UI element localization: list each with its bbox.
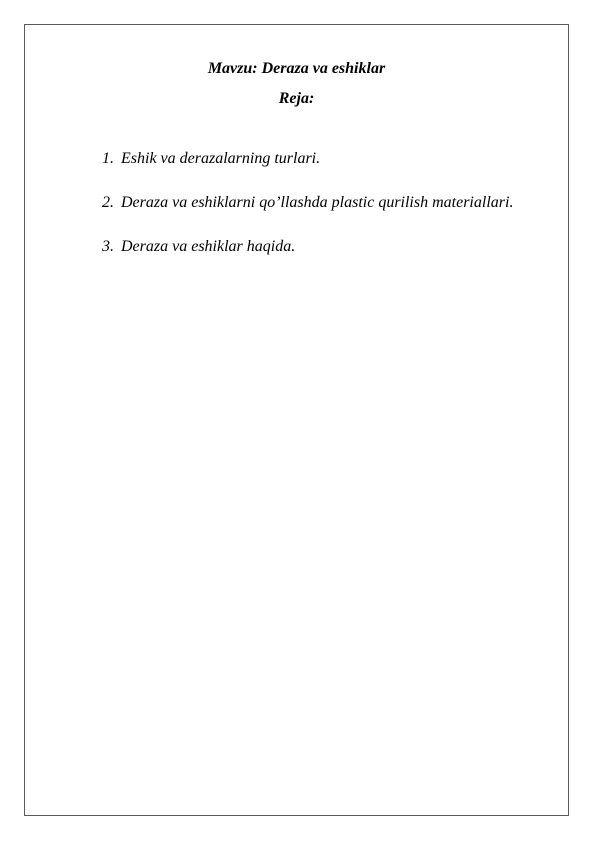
plan-item-1 bbox=[102, 148, 551, 170]
plan-item-number: 2. bbox=[102, 194, 114, 211]
document-title: Mavzu: Deraza va eshiklar bbox=[207, 60, 386, 77]
plan-item-text: Deraza va eshiklar haqida. bbox=[121, 238, 296, 255]
page-border bbox=[24, 24, 569, 816]
plan-item-number: 1. bbox=[102, 150, 114, 167]
plan-item-3 bbox=[102, 236, 551, 258]
plan-item-text: Deraza va eshiklarni qo’llashda plastic qurilish materiallari. bbox=[121, 194, 514, 211]
document-subtitle: Reja: bbox=[278, 90, 315, 107]
plan-list bbox=[102, 148, 551, 280]
plan-item-2 bbox=[102, 192, 551, 214]
plan-item-number: 3. bbox=[102, 238, 114, 255]
plan-item-text: Eshik va derazalarning turlari. bbox=[121, 150, 321, 167]
